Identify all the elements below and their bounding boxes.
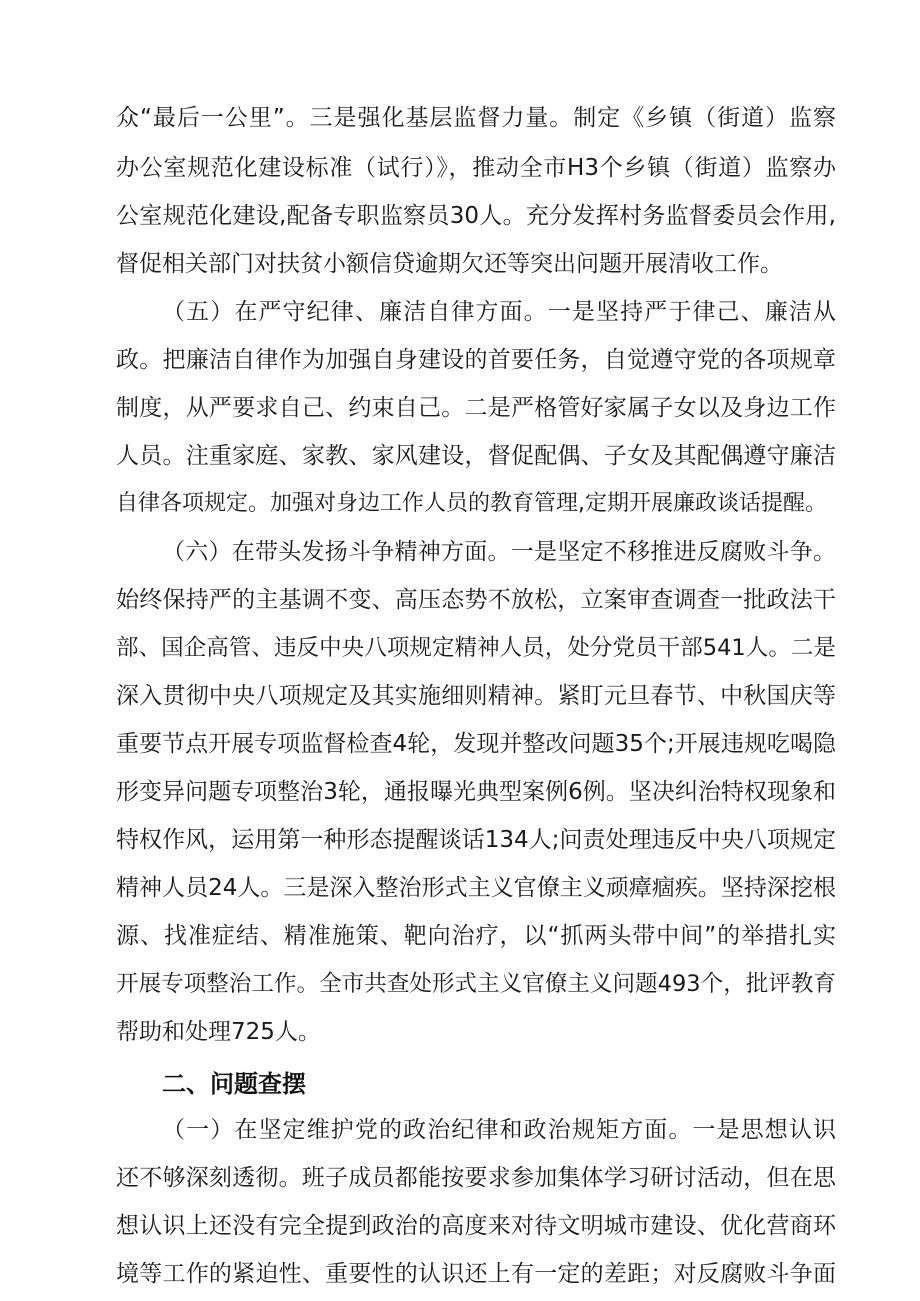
paragraph-line: 办公室规范化建设标准（试行）》，推动全市H3个乡镇（街道）监察办	[116, 155, 836, 181]
paragraph-line: 特权作风，运用第一种形态提醒谈话134人;问责处理违反中央八项规定	[116, 827, 836, 853]
paragraph-line: 境等工作的紧迫性、重要性的认识还上有一定的差距；对反腐败斗争面	[116, 1261, 836, 1287]
paragraph-line: 自律各项规定。加强对身边工作人员的教育管理,定期开展廉政谈话提醒。	[116, 491, 827, 516]
paragraph-line: 深入贯彻中央八项规定及其实施细则精神。紧盯元旦春节、中秋国庆等	[116, 683, 836, 709]
paragraph-line: 还不够深刻透彻。班子成员都能按要求参加集体学习研讨活动，但在思	[116, 1165, 836, 1191]
paragraph-line: 部、国企高管、违反中央八项规定精神人员，处分党员干部541人。二是	[116, 635, 836, 661]
paragraph-line: 想认识上还没有完全提到政治的高度来对待文明城市建设、优化营商环	[116, 1213, 836, 1239]
paragraph-line: （五）在严守纪律、廉洁自律方面。一是坚持严于律己、廉洁从	[162, 299, 836, 325]
paragraph-line: 制度，从严要求自己、约束自己。二是严格管好家属子女以及身边工作	[116, 395, 836, 421]
paragraph-line: 帮助和处理725人。	[116, 1019, 321, 1045]
paragraph-line: 精神人员24人。三是深入整治形式主义官僚主义顽瘴痼疾。坚持深挖根	[116, 875, 836, 901]
paragraph-line: 重要节点开展专项监督检查4轮，发现并整改问题35个;开展违规吃喝隐	[116, 731, 836, 757]
paragraph-line: 政。把廉洁自律作为加强自身建设的首要任务，自觉遵守党的各项规章	[116, 347, 836, 373]
paragraph-line: 始终保持严的主基调不变、高压态势不放松，立案审查调查一批政法干	[116, 587, 836, 613]
paragraph-line: 公室规范化建设,配备专职监察员30人。充分发挥村务监督委员会作用,	[116, 203, 836, 229]
paragraph-line: 源、找准症结、精准施策、靶向治疗，以“抓两头带中间”的举措扎实	[116, 923, 836, 949]
paragraph-line: （一）在坚定维护党的政治纪律和政治规矩方面。一是思想认识	[162, 1117, 836, 1143]
section-heading: 二、问题查摆	[162, 1070, 306, 1098]
paragraph-line: 督促相关部门对扶贫小额信贷逾期欠还等突出问题开展清收工作。	[116, 251, 783, 277]
paragraph-line: 众“最后一公里”。三是强化基层监督力量。制定《乡镇（街道）监察	[116, 105, 836, 131]
paragraph-line: 人员。注重家庭、家教、家风建设，督促配偶、子女及其配偶遵守廉洁	[116, 443, 836, 469]
paragraph-line: 形变异问题专项整治3轮，通报曝光典型案例6例。坚决纠治特权现象和	[116, 779, 836, 805]
paragraph-line: 开展专项整治工作。全市共查处形式主义官僚主义问题493个，批评教育	[116, 971, 836, 997]
paragraph-line: （六）在带头发扬斗争精神方面。一是坚定不移推进反腐败斗争。	[162, 539, 836, 565]
